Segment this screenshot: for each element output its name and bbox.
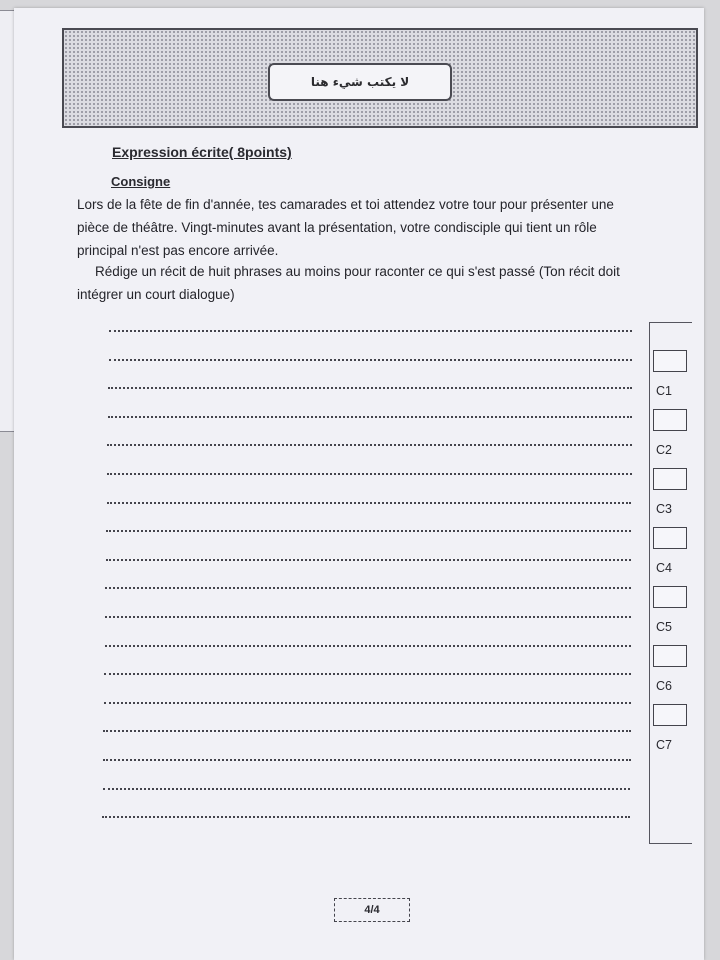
writing-line[interactable]: [105, 587, 631, 589]
writing-line[interactable]: [109, 330, 632, 332]
writing-line[interactable]: [104, 673, 631, 675]
writing-line[interactable]: [107, 502, 632, 504]
reserved-header-area: [62, 28, 698, 128]
criterion-label-c6: C6: [656, 679, 672, 693]
page-number: 4/4: [334, 898, 410, 922]
writing-line[interactable]: [109, 359, 632, 361]
writing-line[interactable]: [102, 816, 630, 818]
instructions-heading: Consigne: [111, 174, 171, 189]
prompt-paragraph-1: [77, 193, 667, 262]
writing-line[interactable]: [107, 444, 631, 446]
score-box-c7[interactable]: [653, 704, 687, 726]
prompt-line: Rédige un récit de huit phrases au moins pour raconter ce qui s'est passé (Ton récit doit: [95, 264, 620, 279]
writing-line[interactable]: [107, 473, 632, 475]
criterion-label-c1: C1: [656, 384, 672, 398]
prompt-line: principal n'est pas encore arrivée.: [77, 243, 279, 258]
exam-page: [14, 8, 704, 960]
prompt-line: pièce de théâtre. Vingt-minutes avant la présentation, votre condisciple qui tient un rôle: [77, 220, 597, 235]
score-box-c6[interactable]: [653, 645, 687, 667]
grading-rubric: [649, 322, 692, 844]
writing-line[interactable]: [103, 788, 631, 790]
criterion-label-c5: C5: [656, 620, 672, 634]
section-title: Expression écrite( 8points): [112, 144, 292, 160]
score-box-c2[interactable]: [653, 409, 687, 431]
score-box-c5[interactable]: [653, 586, 687, 608]
score-box-c3[interactable]: [653, 468, 687, 490]
writing-line[interactable]: [108, 387, 632, 389]
score-box-c1[interactable]: [653, 350, 687, 372]
writing-line[interactable]: [103, 730, 630, 732]
prompt-line: intégrer un court dialogue): [77, 287, 235, 302]
criterion-label-c3: C3: [656, 502, 672, 516]
writing-line[interactable]: [103, 759, 631, 761]
prompt-paragraph-2: [77, 260, 667, 306]
do-not-write-stamp: لا يكتب شيء هنا: [268, 63, 452, 101]
criterion-label-c4: C4: [656, 561, 672, 575]
writing-line[interactable]: [108, 416, 632, 418]
criterion-label-c2: C2: [656, 443, 672, 457]
writing-line[interactable]: [105, 645, 631, 647]
score-box-c4[interactable]: [653, 527, 687, 549]
prompt-line: Lors de la fête de fin d'année, tes camarades et toi attendez votre tour pour présenter une: [77, 197, 614, 212]
writing-line[interactable]: [106, 559, 631, 561]
writing-line[interactable]: [104, 702, 631, 704]
criterion-label-c7: C7: [656, 738, 672, 752]
writing-line[interactable]: [105, 616, 631, 618]
writing-line[interactable]: [106, 530, 631, 532]
